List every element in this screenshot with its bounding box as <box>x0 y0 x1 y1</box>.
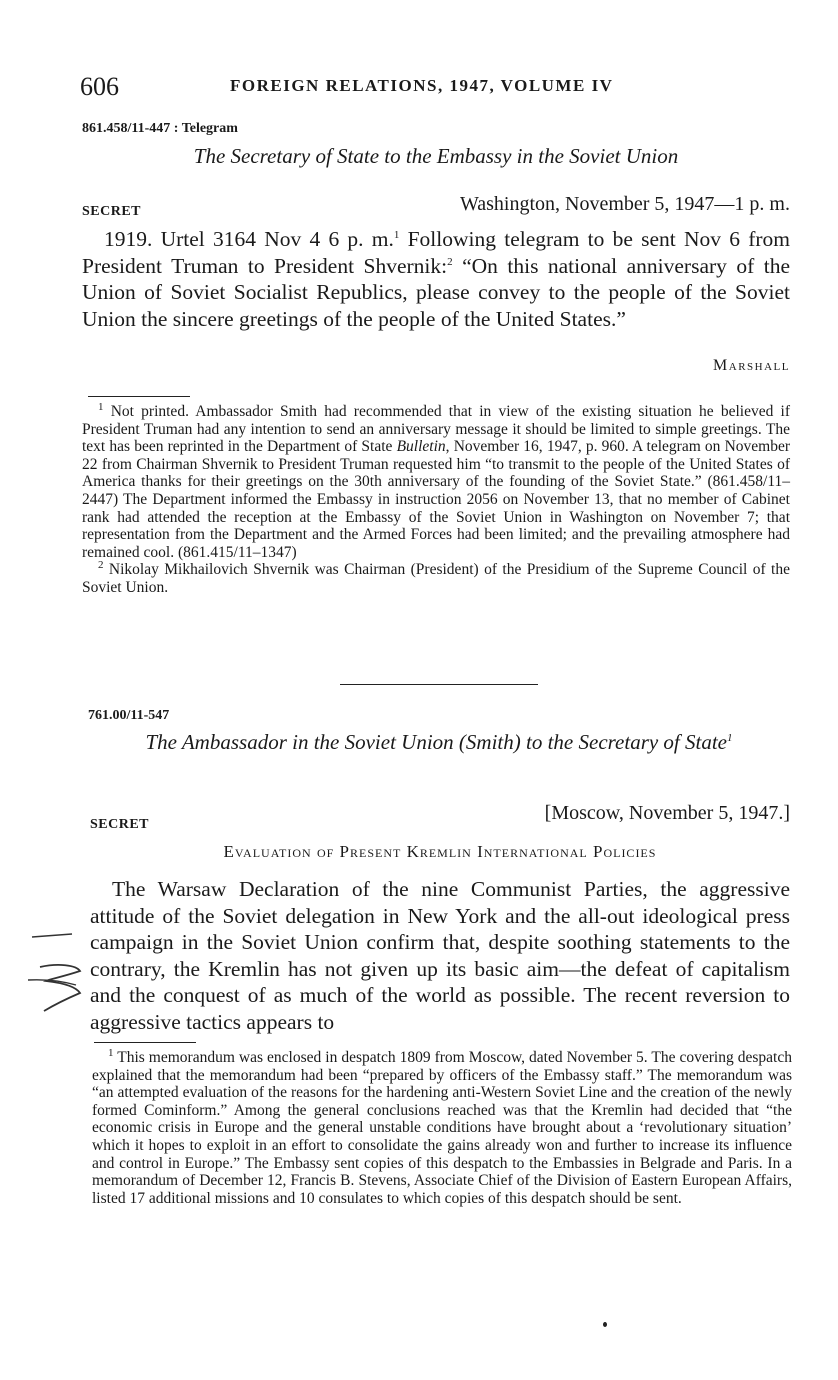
dash-mark <box>32 934 72 937</box>
page-number: 606 <box>80 72 119 101</box>
footnote-rule <box>88 396 190 397</box>
file-reference: 761.00/11-547 <box>88 708 170 723</box>
section-title: Evaluation of Present Kremlin International Policies <box>223 842 657 861</box>
classification-label: SECRET <box>90 817 150 832</box>
classification-label: SECRET <box>82 204 142 219</box>
footnote-marker: 1 <box>393 228 400 241</box>
dateline: Washington, November 5, 1947—1 p. m. <box>459 193 790 215</box>
telegram-body <box>82 226 790 332</box>
footnote-marker: 1 <box>98 400 104 413</box>
footnote-rule <box>94 1042 196 1043</box>
dateline: [Moscow, November 5, 1947.] <box>544 802 790 824</box>
running-title: FOREIGN RELATIONS, 1947, VOLUME IV <box>230 76 614 95</box>
ink-dot <box>603 1322 607 1327</box>
footnote-marker: 1 <box>727 732 733 744</box>
title-text: The Ambassador in the Soviet Union ( <box>145 730 466 754</box>
handwritten-margin-mark <box>10 925 85 1020</box>
memorandum-body <box>90 876 790 1035</box>
footnote-marker: 2 <box>98 559 104 572</box>
document-title <box>88 727 790 757</box>
body-text-c: “On this national anniversary of the Union of Soviet Socialist Republics, please convey to the people of the Soviet Union the sincere greetings of the people of the United States.” <box>82 253 790 331</box>
footnote-text: Nikolay Mikhailovich Shvernik was Chairman (President) of the Presidium of the Supreme Council of the Soviet Union. <box>82 561 790 596</box>
document-title: The Secretary of State to the Embassy in the Soviet Union <box>193 144 679 168</box>
body-text-b: Following telegram to be sent Nov 6 from President Truman to President Shvernik: <box>82 227 790 278</box>
footnote-marker: 2 <box>447 255 453 268</box>
file-reference: 861.458/11-447 : Telegram <box>82 121 238 136</box>
title-text: ) to the Secretary of State <box>513 730 728 754</box>
bracket-mark <box>40 965 80 1011</box>
footnote-marker: 1 <box>108 1046 114 1059</box>
section-divider <box>340 684 538 685</box>
footnote-text: This memorandum was enclosed in despatch 1809 from Moscow, dated November 5. The covering despatch explained that the memorandum had been “prepared by officers of the Embassy staff.” The memorandum was “an attempted evaluation of the reasons for the hardening anti-Western Soviet Line and the creation of the newly formed Cominform.” Among the general conclusions reached was that the Kremlin had decided that “the economic crisis in Europe and the general unstable conditions have brought about a ‘revolutionary situation’ which it hopes to exploit in an effort to consolidate the gains already won and further to increase its influence and control in Europe.” The Embassy sent copies of this despatch to the Embassies in Belgrade and Paris. In a memorandum of December 12, Francis B. Stevens, Associate Chief of the Division of Eastern European Affairs, listed 17 additional missions and 10 consulates to which copies of this despatch should be sent. <box>92 1049 792 1207</box>
title-name: Smith <box>465 730 514 754</box>
body-paragraph: The Warsaw Declaration of the nine Communist Parties, the aggressive attitude of the Soviet delegation in New York and the all-out ideological press campaign in the Soviet Union confirm that, despite soothing statements to the contrary, the Kremlin has not given up its basic aim—the defeat of capitalism and the conquest of as much of the world as possible. The recent reversion to aggressive tactics appears to <box>90 877 790 1034</box>
footnote-italic: Bulletin <box>396 438 446 456</box>
footnotes <box>82 400 791 597</box>
footnotes <box>92 1046 792 1207</box>
footnote-text: Not printed. Ambassador Smith had recommended that in view of the existing situation he believed if President Truman had any intention to send an anniversary message it should be limited to simple greetings. The text has been reprinted in the Department of State <box>82 403 790 456</box>
body-text-a: 1919. Urtel 3164 Nov 4 6 p. m. <box>104 227 394 251</box>
footnote-text: , November 16, 1947, p. 960. A telegram on November 22 from Chairman Shvernik to President Truman requested him “to transmit to the people of the United States of America thanks for their greetings on the 30th anniversary of the founding of the Soviet State.” (861.458/11–2447) The Department informed the Embassy in instruction 2056 on November 13, that no member of Cabinet rank had attended the reception at the Embassy of the Soviet Union in Washington on November 7; that representation from the Department and the Armed Forces had been limited; and the prevailing atmosphere had remained cool. (861.415/11–1347) <box>82 438 791 561</box>
signature: Marshall <box>713 357 790 374</box>
